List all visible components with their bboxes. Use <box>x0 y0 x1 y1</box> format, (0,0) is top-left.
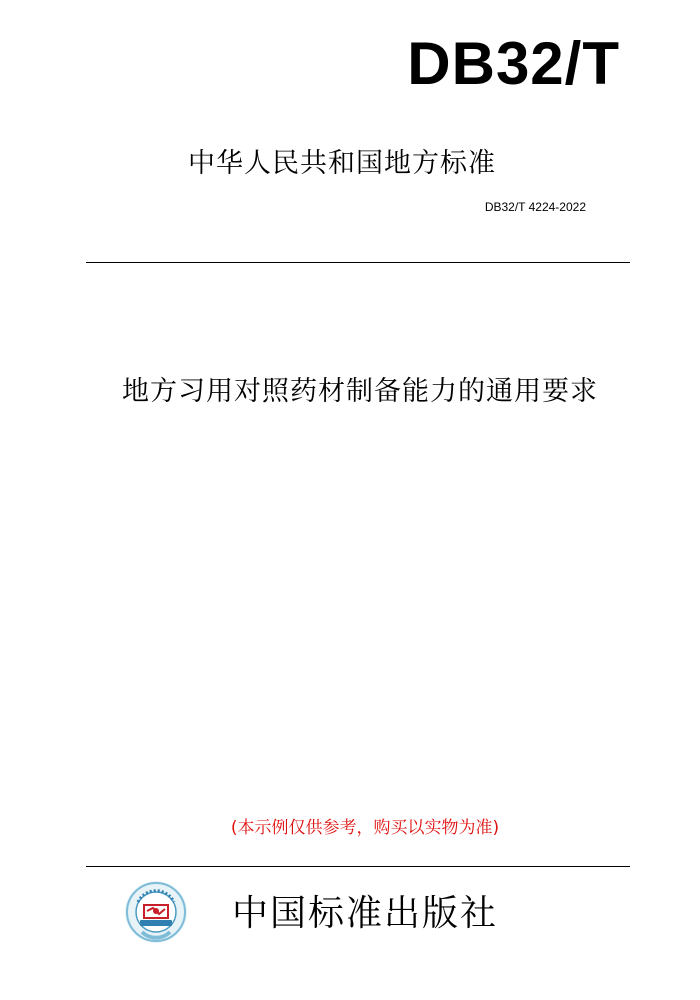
standard-type: 中华人民共和国地方标准 <box>188 148 496 179</box>
publisher-name: 中国标准出版社 <box>232 893 499 934</box>
bottom-divider <box>86 866 630 867</box>
publisher-seal-icon <box>124 880 188 944</box>
standard-number: DB32/T 4224-2022 <box>484 200 586 214</box>
document-title: 地方习用对照药材制备能力的通用要求 <box>122 376 598 407</box>
standard-code: DB32/T <box>407 30 620 97</box>
top-divider <box>86 262 630 263</box>
disclaimer-note: (本示例仅供参考，购买以实物为准) <box>230 818 500 838</box>
